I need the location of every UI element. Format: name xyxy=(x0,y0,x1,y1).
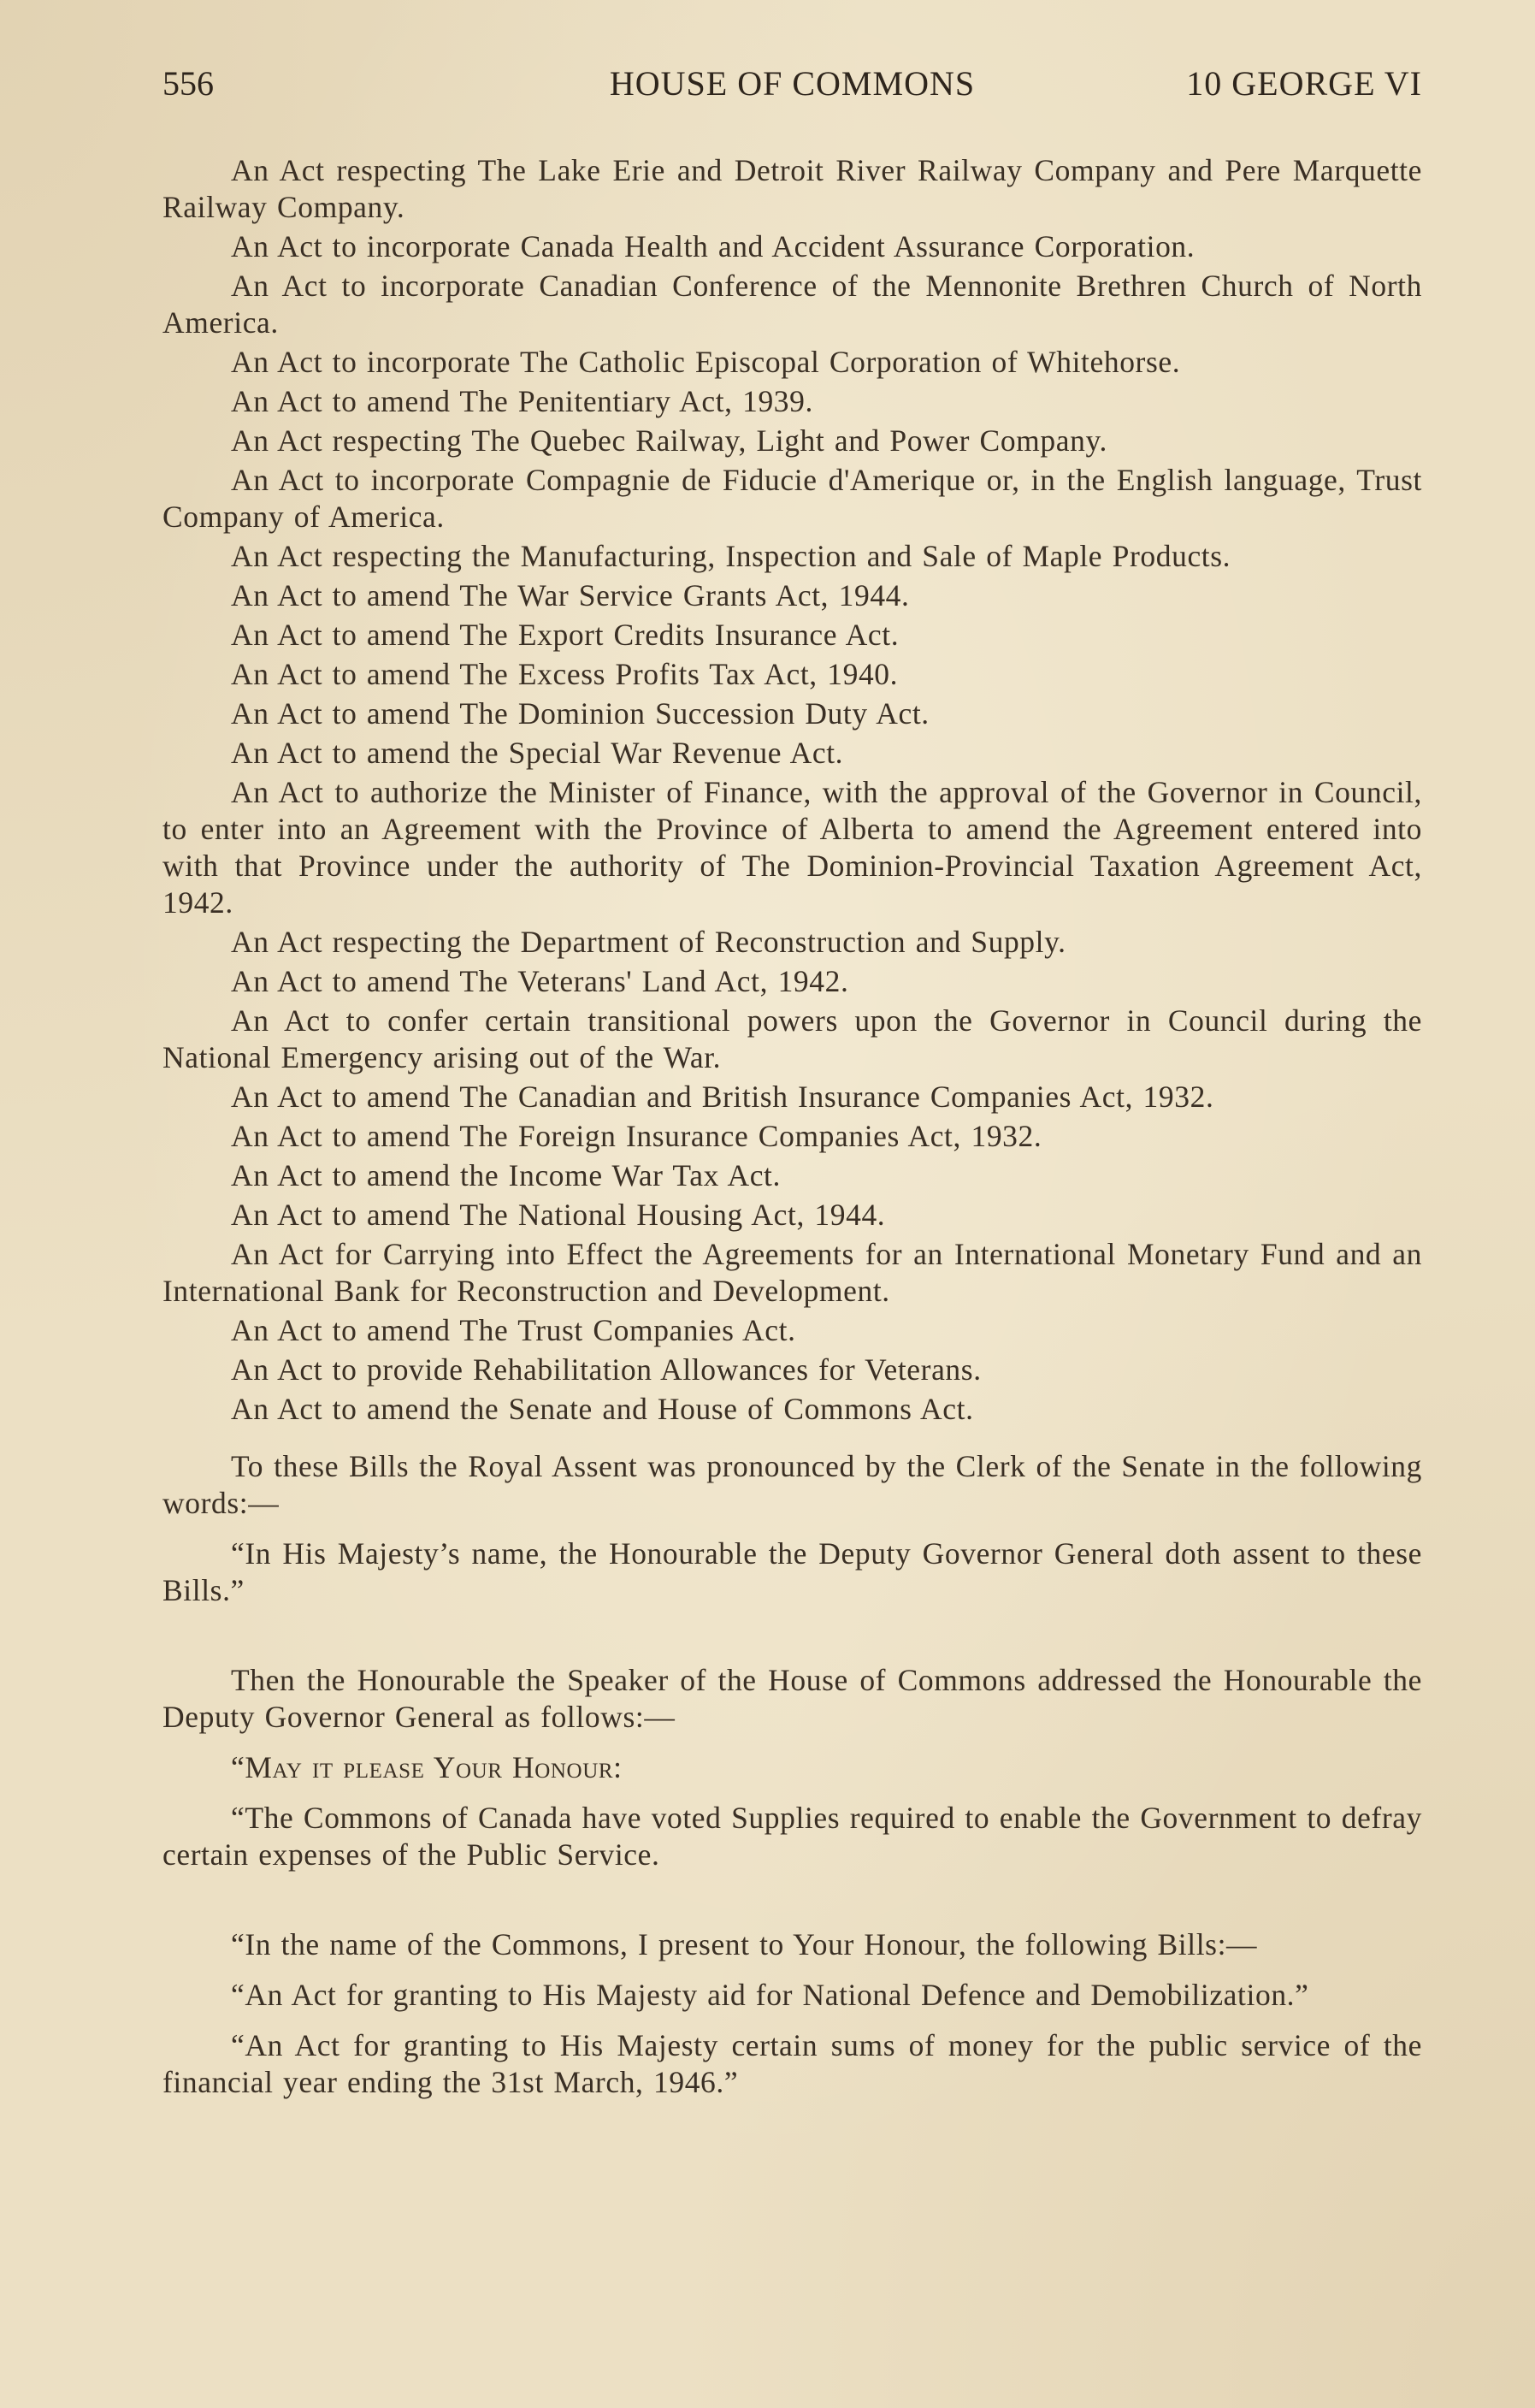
supplies-statement: “The Commons of Canada have voted Supplies required to enable the Government to defray certain expenses of the Public Service. xyxy=(162,1801,1422,1872)
supply-bill: “An Act for granting to His Majesty certain sums of money for the public service of the financial year ending the 31st March, 1946.” xyxy=(162,2028,1422,2099)
speaker-intro: Then the Honourable the Speaker of the House of Commons addressed the Honourable the Deputy Governor General as follows:— xyxy=(162,1663,1422,1734)
bill-title: An Act to amend The Export Credits Insurance Act. xyxy=(231,618,900,652)
assent-intro: To these Bills the Royal Assent was pronounced by the Clerk of the Senate in the following words:— xyxy=(162,1449,1422,1520)
bill-title: An Act to amend the Special War Revenue Act. xyxy=(231,736,844,770)
bill-title: An Act to amend The Canadian and British Insurance Companies Act, 1932. xyxy=(231,1080,1214,1114)
regnal-year: 10 GEORGE VI xyxy=(1186,64,1422,103)
bill-title: An Act to amend The War Service Grants Act, 1944. xyxy=(231,578,910,612)
bill-title: An Act respecting The Quebec Railway, Light and Power Company. xyxy=(231,423,1107,458)
bill-title: An Act respecting the Manufacturing, Inspection and Sale of Maple Products. xyxy=(231,539,1231,573)
bill-title: An Act respecting The Lake Erie and Detroit River Railway Company and Pere Marquette Railway Company. xyxy=(162,153,1422,224)
page-number: 556 xyxy=(162,64,214,103)
bill-title: An Act to amend the Senate and House of Commons Act. xyxy=(231,1392,974,1426)
bill-title: An Act to amend The Penitentiary Act, 1939. xyxy=(231,384,813,418)
running-head xyxy=(162,58,1422,109)
bill-title: An Act to provide Rehabilitation Allowances for Veterans. xyxy=(231,1352,982,1387)
page-title: HOUSE OF COMMONS xyxy=(609,64,976,103)
bill-title: An Act to amend The Dominion Succession Duty Act. xyxy=(231,696,930,731)
supply-bill: “An Act for granting to His Majesty aid for National Defence and Demobilization.” xyxy=(231,1978,1309,2012)
bill-title: An Act to incorporate Canada Health and Accident Assurance Corporation. xyxy=(231,229,1196,263)
bill-title: An Act to amend The Excess Profits Tax Act, 1940. xyxy=(231,657,899,691)
bill-title: An Act to confer certain transitional powers upon the Governor in Council during the National Emergency arising out of the War. xyxy=(162,1003,1422,1074)
bill-title: An Act respecting the Department of Reconstruction and Supply. xyxy=(231,925,1066,959)
bill-title: An Act to amend The National Housing Act, 1944. xyxy=(231,1198,886,1232)
bill-title: An Act to authorize the Minister of Finance, with the approval of the Governor in Council, to enter into an Agreement with the Province of Alberta to amend the Agreement entered into with that Province under the authority of The Dominion-Provincial Taxation Agreement Act, 1942. xyxy=(162,775,1422,920)
salutation: “May it please Your Honour: xyxy=(231,1750,623,1784)
bill-title: An Act to incorporate Canadian Conference of the Mennonite Brethren Church of North America. xyxy=(162,269,1422,340)
bill-title: An Act to amend The Trust Companies Act. xyxy=(231,1313,796,1347)
assent-formula: “In His Majesty’s name, the Honourable the Deputy Governor General doth assent to these Bills.” xyxy=(162,1536,1422,1607)
bill-title: An Act to incorporate Compagnie de Fiducie d'Amerique or, in the English language, Trust Company of America. xyxy=(162,463,1422,534)
bill-title: An Act to amend The Foreign Insurance Companies Act, 1932. xyxy=(231,1119,1042,1153)
presentation: “In the name of the Commons, I present to Your Honour, the following Bills:— xyxy=(231,1927,1258,1961)
bill-title: An Act to amend The Veterans' Land Act, 1942. xyxy=(231,964,849,998)
bill-title: An Act to incorporate The Catholic Episcopal Corporation of Whitehorse. xyxy=(231,345,1181,379)
body-text xyxy=(162,152,1422,2103)
bill-title: An Act for Carrying into Effect the Agreements for an International Monetary Fund and an International Bank for Reconstruction and Development. xyxy=(162,1237,1422,1308)
bill-title: An Act to amend the Income War Tax Act. xyxy=(231,1158,781,1192)
